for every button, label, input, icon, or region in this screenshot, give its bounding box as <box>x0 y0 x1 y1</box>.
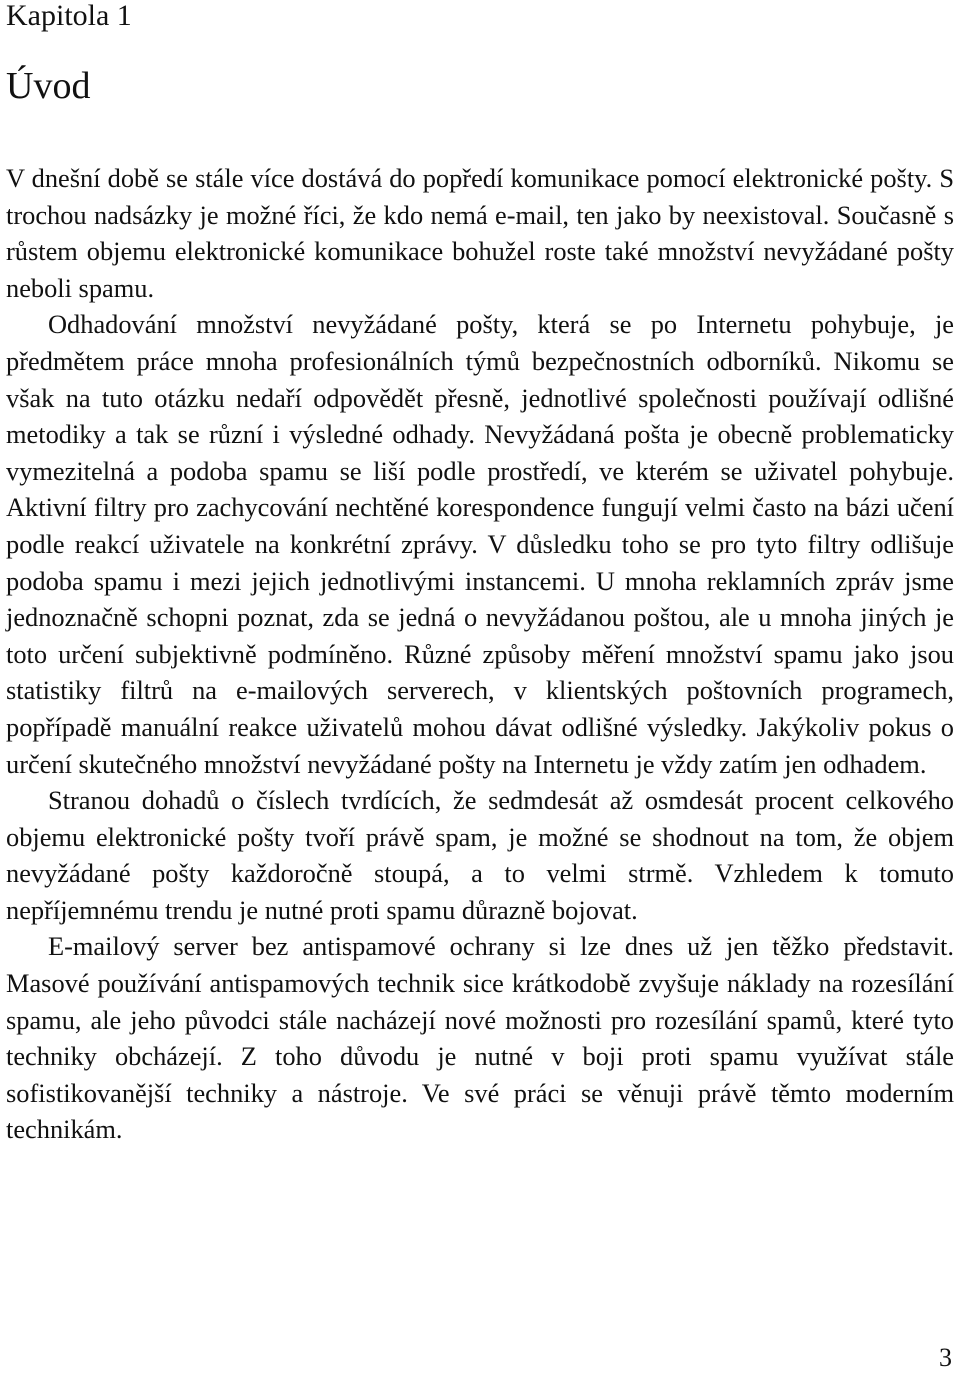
chapter-label: Kapitola 1 <box>6 0 132 32</box>
page-number: 3 <box>939 1343 952 1372</box>
chapter-body <box>6 160 954 1148</box>
paragraph-3: Stranou dohadů o číslech tvrdících, že sedmdesát až osmdesát procent celkového objemu elektronické pošty tvoří právě spam, je možné se shodnout na tom, že objem nevyžádané pošty každoročně stoupá, a to velmi strmě. Vzhledem k tomuto nepříjemnému trendu je nutné proti spamu důrazně bojovat. <box>6 785 954 925</box>
paragraph-1: V dnešní době se stále více dostává do popředí komunikace pomocí elektronické pošty. S trochou nadsázky je možné říci, že kdo nemá e-mail, ten jako by neexistoval. Současně s růstem objemu elektronické komunikace bohužel roste také množství nevyžádané pošty neboli spamu. <box>6 163 954 303</box>
paragraph-4: E-mailový server bez antispamové ochrany si lze dnes už jen těžko představit. Masové používání antispamových technik sice krátkodobě zvyšuje náklady na rozesílání spamu, ale jeho původci stále nacházejí nové možnosti pro rozesílání spamů, které tyto techniky obcházejí. Z toho důvodu je nutné v boji proti spamu využívat stále sofistikovanější techniky a nástroje. Ve své práci se věnuji právě těmto moderním technikám. <box>6 931 954 1145</box>
paragraph-2: Odhadování množství nevyžádané pošty, která se po Internetu pohybuje, je předmětem práce mnoha profesionálních týmů bezpečnostních odborníků. Nikomu se však na tuto otázku nedaří odpovědět přesně, jednotlivé společnosti používají odlišné metodiky a tak se různí i výsledné odhady. Nevyžádaná pošta je obecně problematicky vymezitelná a podoba spamu se liší podle prostředí, ve kterém se uživatel pohybuje. Aktivní filtry pro zachycování nechtěné korespondence fungují velmi často na bázi učení podle reakcí uživatele na konkrétní zprávy. V důsledku toho se pro tyto filtry odlišuje podoba spamu i mezi jejich jednotlivými instancemi. U mnoha reklamních zpráv jsme jednoznačně schopni poznat, zda se jedná o nevyžádanou poštou, ale u mnoha jiných je toto určení subjektivně podmíněno. Různé způsoby měření množství spamu jako jsou statistiky filtrů na e-mailových serverech, v klientských poštovních programech, popřípadě manuální reakce uživatelů mohou dávat odlišné výsledky. Jakýkoliv pokus o určení skutečného množství nevyžádané pošty na Internetu je vždy zatím jen odhadem. <box>6 309 954 779</box>
chapter-title: Úvod <box>6 65 91 107</box>
